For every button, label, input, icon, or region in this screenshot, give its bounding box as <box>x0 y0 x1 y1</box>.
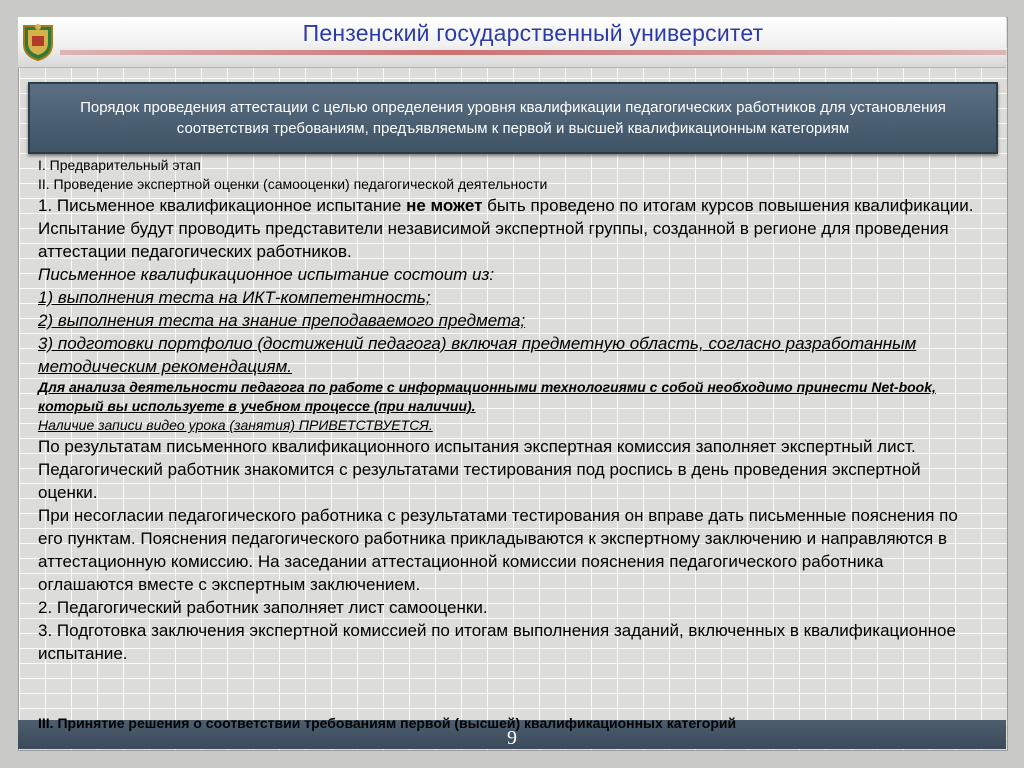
topic-text: Порядок проведения аттестации с целью определения уровня квалификации педагогических работников для установления соответствия требованиям, предъявляемым к первой и высшей квалификационным категориям <box>80 99 946 137</box>
paragraph-1-prefix: 1. Письменное квалификационное испытание <box>38 196 407 215</box>
paragraph-1-bold: не может <box>406 196 483 215</box>
list-item-2: 2) выполнения теста на знание преподаваемого предмета; <box>38 311 526 330</box>
consists-heading: Письменное квалификационное испытание состоит из: <box>38 265 495 284</box>
paragraph-1-suffix: быть проведено по итогам курсов повышения квалификации. Испытание будут проводить представители независимой экспертной группы, созданной в регионе для проведения аттестации педагогических работников. <box>38 196 974 261</box>
main-content <box>38 156 982 665</box>
stage-2-heading: II. Проведение экспертной оценки (самооценки) педагогической деятельности <box>38 176 548 192</box>
stage-3-heading: III. Принятие решения о соответствии требованиям первой (высшей) квалификационных категорий <box>38 715 737 731</box>
results-paragraph: По результатам письменного квалификационного испытания экспертная комиссия заполняет экспертный лист. Педагогический работник знакомится с результатами тестирования под роспись в день проведения экспертной оценки. <box>38 437 921 502</box>
coat-of-arms-icon <box>20 22 56 62</box>
page-title: Пензенский государственный университет <box>302 20 764 46</box>
disagree-paragraph: При несогласии педагогического работника с результатами тестирования он вправе дать письменные пояснения по его пунктам. Пояснения педагогического работника прикладываются к экспертному заключению и направляются в аттестационную комиссию. На заседании аттестационной комиссии пояснения педагогического работника оглашаются вместе с экспертным заключением. <box>38 506 958 594</box>
paragraph-1 <box>38 194 982 263</box>
video-note: Наличие записи видео урока (занятия) ПРИВЕТСТВУЕТСЯ. <box>38 417 433 433</box>
list-item-1: 1) выполнения теста на ИКТ-компетентность; <box>38 288 431 307</box>
paragraph-3: 3. Подготовка заключения экспертной комиссией по итогам выполнения заданий, включенных в квалификационное испытание. <box>38 621 956 663</box>
list-item-3: 3) подготовки портфолио (достижений педагога) включая предметную область, согласно разработанным методическим рекомендациям. <box>38 334 917 376</box>
paragraph-2: 2. Педагогический работник заполняет лист самооценки. <box>38 598 488 617</box>
header-accent-line <box>60 50 1006 55</box>
stage-1-heading: I. Предварительный этап <box>38 157 201 173</box>
page-number: 9 <box>507 727 517 749</box>
topic-banner <box>28 82 998 154</box>
netbook-note: Для анализа деятельности педагога по работе с информационными технологиями с собой необходимо принести Net-book, который вы используете в учебном процессе (при наличии). <box>38 379 936 414</box>
